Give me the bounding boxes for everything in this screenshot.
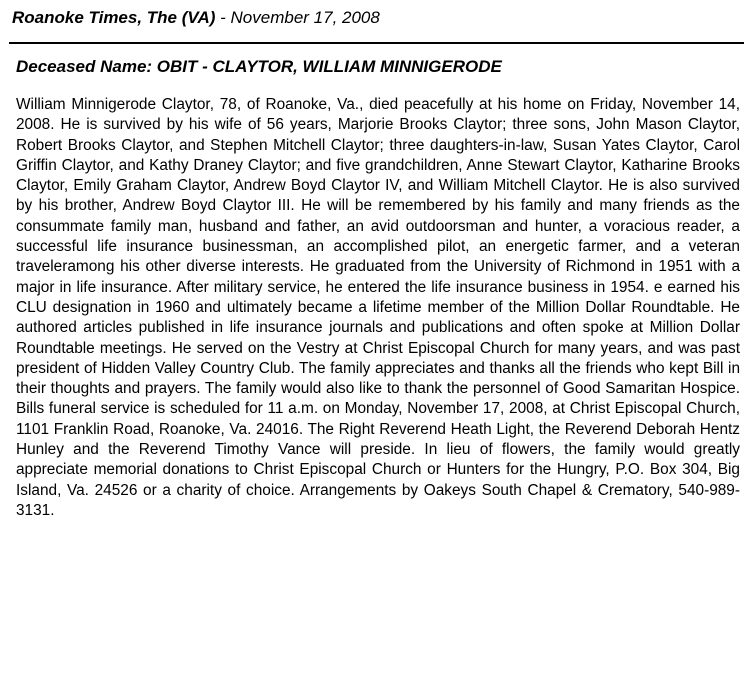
- obituary-body: William Minnigerode Claytor, 78, of Roanoke, Va., died peacefully at his home on Friday, November 14, 2008. He is survived by his wife of 56 years, Marjorie Brooks Claytor; three sons, John Mason Claytor, Robert Brooks Claytor, and Stephen Mitchell Claytor; three daughters-in-law, Susan Yates Claytor, Carol Griffin Claytor, and Kathy Draney Claytor; and five grandchildren, Anne Stewart Claytor, Katharine Brooks Claytor, Emily Graham Claytor, Andrew Boyd Claytor IV, and William Mitchell Claytor. He is also survived by his brother, Andrew Boyd Claytor III. He will be remembered by his family and many friends as the consummate family man, husband and father, an avid outdoorsman and hunter, a voracious reader, a successful life insurance businessman, an accomplished pilot, an energetic farmer, and a veteran traveleramong his other diverse interests. He graduated from the University of Richmond in 1951 with a major in life insurance. After military service, he entered the life insurance business in 1954. e earned his CLU designation in 1960 and ultimately became a lifetime member of the Million Dollar Roundtable. He authored articles published in life insurance journals and publications and often spoke at Million Dollar Roundtable meetings. He served on the Vestry at Christ Episcopal Church for many years, and was past president of Hidden Valley Country Club. The family appreciates and thanks all the friends who kept Bill in their thoughts and prayers. The family would also like to thank the personnel of Good Samaritan Hospice. Bills funeral service is scheduled for 11 a.m. on Monday, November 17, 2008, at Christ Episcopal Church, 1101 Franklin Road, Roanoke, Va. 24016. The Right Reverend Heath Light, the Reverend Deborah Hentz Hunley and the Reverend Timothy Vance will preside. In lieu of flowers, the family would greatly appreciate memorial donations to Christ Episcopal Church or Hunters for the Hungry, P.O. Box 304, Big Island, Va. 24526 or a charity of choice. Arrangements by Oakeys South Chapel & Crematory, 540-989-3131.: [16, 96, 740, 519]
- deceased-name-heading: Deceased Name: OBIT - CLAYTOR, WILLIAM MINNIGERODE: [16, 57, 502, 76]
- header-divider: [9, 42, 744, 44]
- publication-header: [12, 8, 380, 28]
- publication-date: November 17, 2008: [230, 8, 380, 27]
- publication-name: Roanoke Times, The (VA): [12, 8, 216, 27]
- header-separator: -: [215, 8, 231, 27]
